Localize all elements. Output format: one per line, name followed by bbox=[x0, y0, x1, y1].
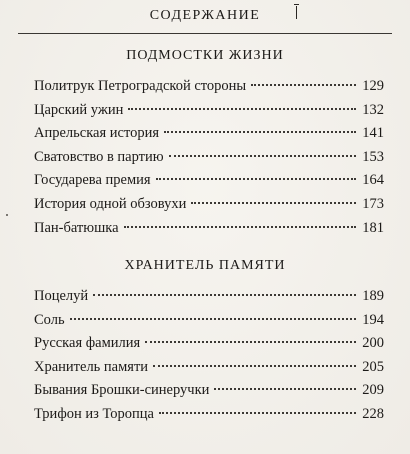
toc-entry-title: Сватовство в партию bbox=[34, 148, 164, 165]
toc-entry-title: Трифон из Торопца bbox=[34, 405, 154, 422]
dot-leader bbox=[191, 202, 356, 204]
toc-entry-page: 205 bbox=[362, 358, 384, 375]
dot-leader bbox=[156, 178, 356, 180]
toc-entry bbox=[34, 196, 384, 220]
toc-entry-title: Апрельская история bbox=[34, 125, 160, 142]
toc-entry-title: Государева премия bbox=[34, 172, 151, 189]
section-title-2: ХРАНИТЕЛЬ ПАМЯТИ bbox=[124, 258, 286, 273]
toc-entry bbox=[34, 125, 384, 149]
toc-entry-page: 181 bbox=[362, 219, 384, 236]
toc-entry bbox=[34, 335, 384, 359]
toc-entry-page: 228 bbox=[362, 405, 384, 422]
dot-leader bbox=[169, 155, 356, 157]
toc-list-1 bbox=[34, 78, 384, 243]
toc-entry bbox=[34, 78, 384, 102]
toc-entry-page: 141 bbox=[362, 125, 384, 142]
dot-leader bbox=[128, 108, 356, 110]
paper-speck bbox=[6, 214, 8, 216]
header-rule bbox=[18, 33, 392, 34]
pencil-mark bbox=[294, 4, 299, 5]
toc-entry bbox=[34, 102, 384, 126]
toc-entry bbox=[34, 149, 384, 173]
dot-leader bbox=[93, 294, 356, 296]
toc-entry-title: Политрук Петроградской стороны bbox=[34, 78, 247, 94]
section-title-1: ПОДМОСТКИ ЖИЗНИ bbox=[126, 48, 284, 63]
dot-leader bbox=[124, 226, 356, 228]
toc-entry bbox=[34, 312, 384, 336]
dot-leader bbox=[159, 412, 356, 414]
toc-entry-title: Русская фамилия bbox=[34, 335, 141, 352]
toc-entry bbox=[34, 220, 384, 244]
toc-entry-title: Поцелуй bbox=[34, 288, 89, 304]
toc-entry-page: 209 bbox=[362, 382, 384, 399]
dot-leader bbox=[164, 131, 356, 133]
dot-leader bbox=[214, 388, 356, 390]
toc-entry bbox=[34, 382, 384, 406]
toc-entry-title: Пан-батюшка bbox=[34, 219, 119, 236]
toc-entry-title: Соль bbox=[34, 311, 65, 328]
dot-leader bbox=[251, 84, 356, 86]
toc-entry-page: 173 bbox=[362, 195, 384, 212]
running-head: СОДЕРЖАНИЕ bbox=[149, 8, 261, 23]
toc-entry-title: Царский ужин bbox=[34, 101, 124, 118]
dot-leader bbox=[145, 341, 356, 343]
dot-leader bbox=[70, 318, 356, 320]
toc-entry bbox=[34, 172, 384, 196]
toc-entry-page: 189 bbox=[362, 288, 384, 304]
toc-entry-page: 132 bbox=[362, 101, 384, 118]
toc-entry-page: 194 bbox=[362, 311, 384, 328]
toc-entry-title: Бывания Брошки-синеручки bbox=[34, 382, 210, 399]
toc-entry-page: 164 bbox=[362, 172, 384, 189]
dot-leader bbox=[153, 365, 356, 367]
toc-entry-page: 153 bbox=[362, 148, 384, 165]
toc-entry-page: 200 bbox=[362, 335, 384, 352]
toc-entry-page: 129 bbox=[362, 78, 384, 94]
toc-entry-title: История одной обзовухи bbox=[34, 195, 187, 212]
toc-entry bbox=[34, 406, 384, 430]
toc-entry bbox=[34, 359, 384, 383]
toc-list-2 bbox=[34, 288, 384, 430]
toc-entry-title: Хранитель памяти bbox=[34, 358, 149, 375]
toc-entry bbox=[34, 288, 384, 312]
pencil-mark-stem bbox=[296, 6, 297, 19]
